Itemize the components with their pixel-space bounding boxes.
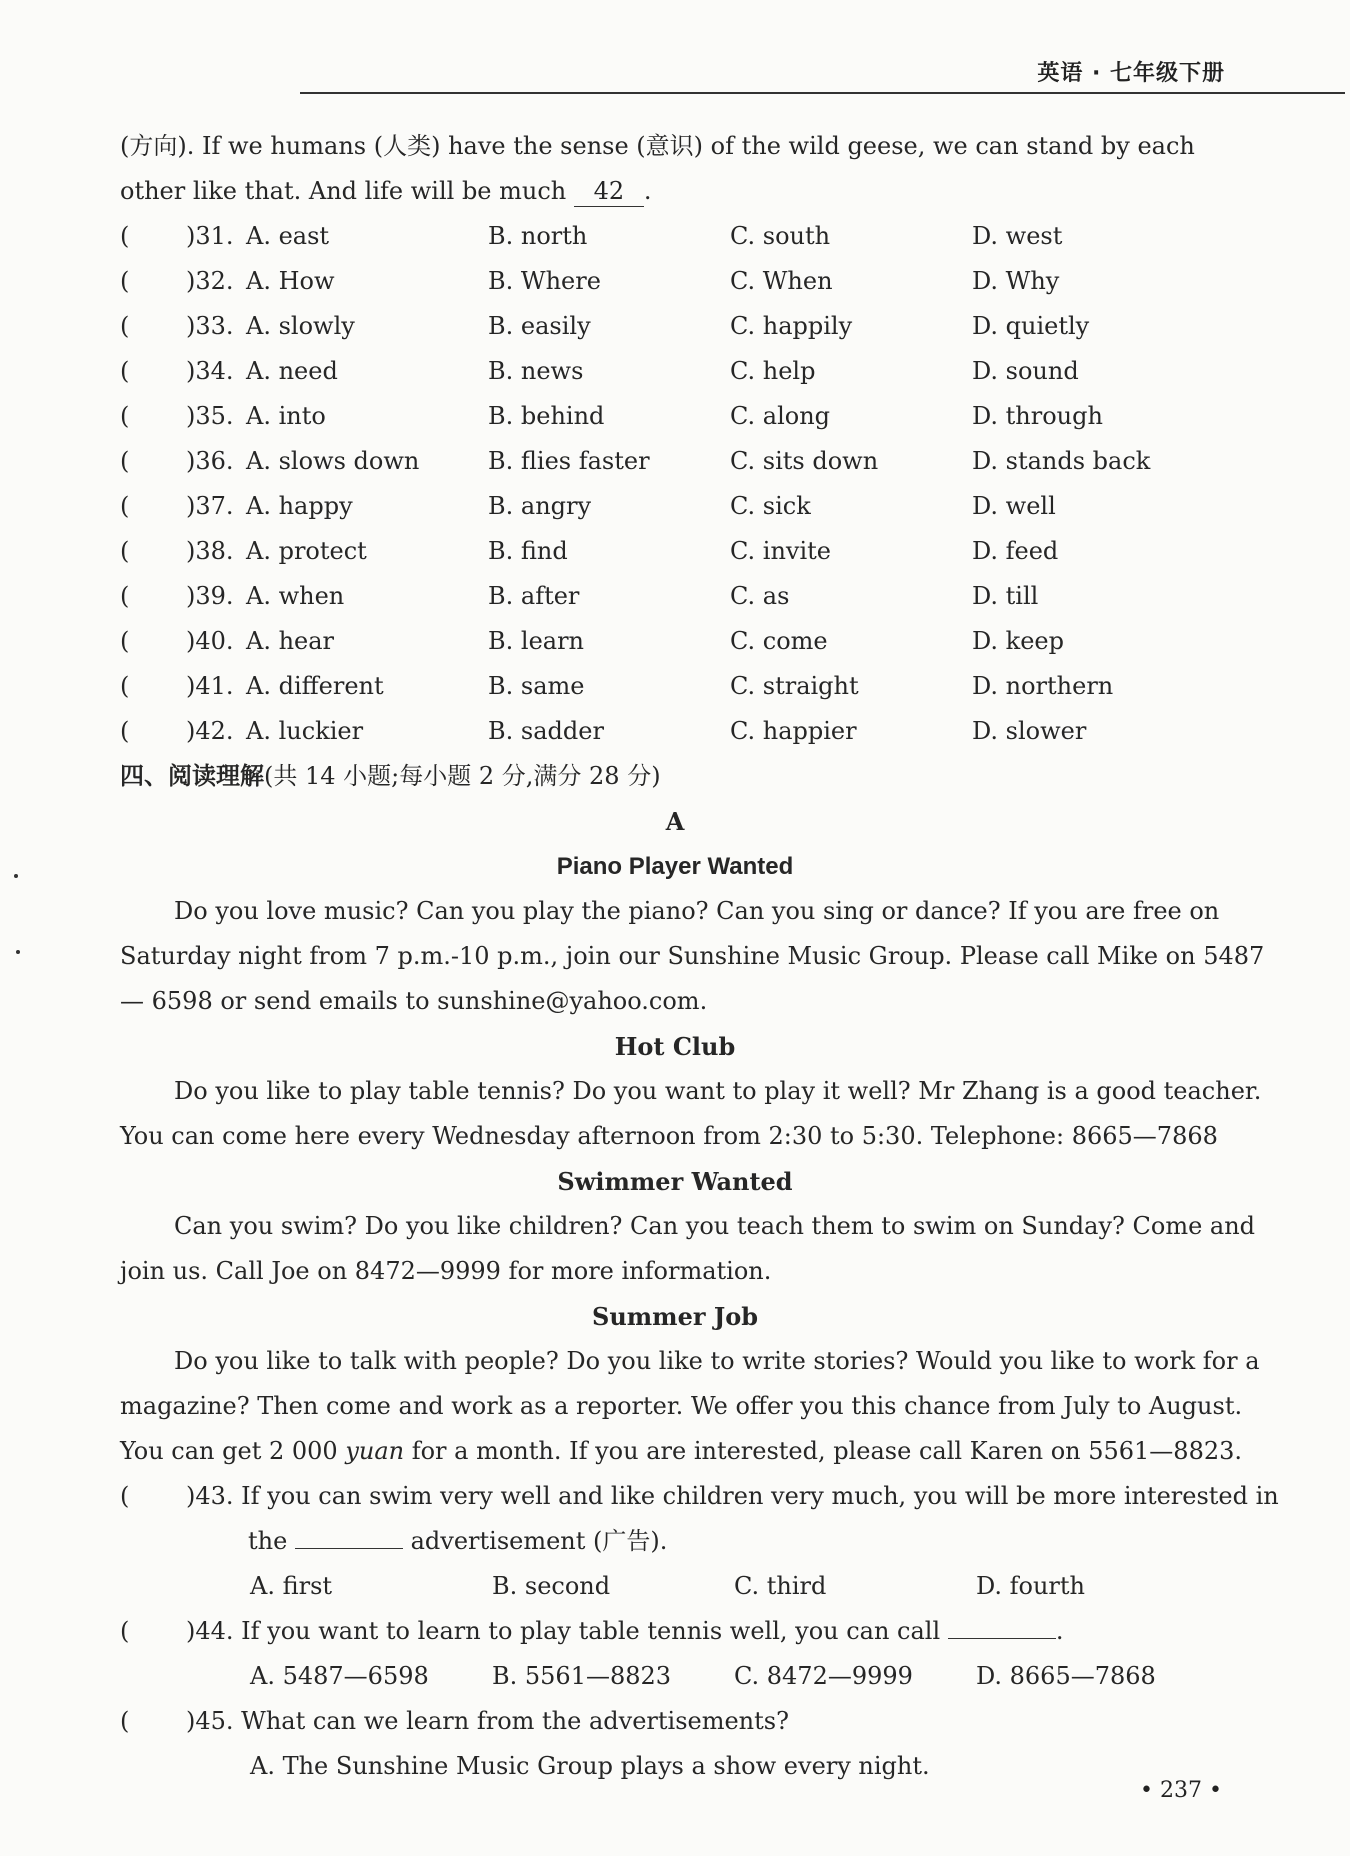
option-a: A. hear	[246, 627, 335, 655]
cloze-row	[120, 484, 1230, 529]
option-b: B. find	[488, 537, 568, 565]
intro-period: .	[643, 177, 652, 205]
intro-text: other like that. And life will be much	[120, 177, 567, 205]
question-number: )33.	[186, 312, 234, 340]
option-b: B. behind	[488, 402, 605, 430]
section-4-heading	[120, 754, 1230, 799]
q43-text: If you can swim very well and like children very much, you will be more interested in	[241, 1482, 1279, 1510]
answer-blank	[948, 1612, 1056, 1639]
option-a: A. How	[246, 267, 335, 295]
blank-42: 42	[574, 176, 644, 207]
option-c: C. sick	[730, 492, 811, 520]
ad3-line-1: Can you swim? Do you like children? Can you teach them to swim on Sunday? Come and	[174, 1212, 1256, 1240]
ad4-yuan: yuan	[345, 1437, 405, 1465]
option-a: A. into	[246, 402, 326, 430]
answer-blank	[295, 1522, 403, 1549]
q44-number: )44.	[186, 1617, 234, 1645]
section-4-note: (共 14 小题;每小题 2 分,满分 28 分)	[264, 762, 661, 790]
cloze-row	[120, 394, 1230, 439]
option-d: D. till	[972, 582, 1039, 610]
question-number: )32.	[186, 267, 234, 295]
option-d: D. west	[972, 222, 1063, 250]
option-c: C. invite	[730, 537, 831, 565]
header-title: 英语 · 七年级下册	[1037, 61, 1225, 86]
option-d: D. through	[972, 402, 1103, 430]
option-b: B. north	[488, 222, 588, 250]
option-b: B. same	[488, 672, 585, 700]
option-a: A. when	[246, 582, 345, 610]
option-c: C. happily	[730, 312, 853, 340]
passage-letter: A	[665, 807, 685, 836]
question-number: )42.	[186, 717, 234, 745]
cloze-row	[120, 529, 1230, 574]
q43-option-d: D. fourth	[976, 1572, 1086, 1600]
ad4-line-1: Do you like to talk with people? Do you like to write stories? Would you like to work for a	[174, 1347, 1260, 1375]
ad2-line-1: Do you like to play table tennis? Do you want to play it well? Mr Zhang is a good teacher.	[174, 1077, 1262, 1105]
answer-paren: (	[120, 357, 130, 385]
cloze-row	[120, 349, 1230, 394]
option-d: D. sound	[972, 357, 1079, 385]
option-b: B. learn	[488, 627, 585, 655]
ad4-title: Summer Job	[592, 1302, 758, 1331]
q44-option-d: D. 8665—7868	[976, 1662, 1156, 1690]
ad3-title: Swimmer Wanted	[557, 1167, 793, 1196]
cloze-row	[120, 664, 1230, 709]
ad4-line-2: magazine? Then come and work as a reporter. We offer you this chance from July to August.	[120, 1392, 1243, 1420]
option-a: A. slows down	[246, 447, 420, 475]
option-b: B. sadder	[488, 717, 604, 745]
margin-mark	[16, 950, 20, 954]
question-number: )38.	[186, 537, 234, 565]
intro-line-2	[120, 169, 1230, 214]
cloze-row	[120, 214, 1230, 259]
answer-paren: (	[120, 672, 130, 700]
ad3-line-2: join us. Call Joe on 8472—9999 for more information.	[120, 1257, 772, 1285]
ad4-line-3	[120, 1429, 1243, 1474]
cloze-row	[120, 439, 1230, 484]
answer-paren: (	[120, 1617, 130, 1645]
answer-paren: (	[120, 312, 130, 340]
ad1-line-3: — 6598 or send emails to sunshine@yahoo.com.	[120, 987, 708, 1015]
question-number: )36.	[186, 447, 234, 475]
answer-paren: (	[120, 1482, 130, 1510]
option-a: A. luckier	[246, 717, 364, 745]
question-number: )35.	[186, 402, 234, 430]
q44-option-a: A. 5487—6598	[250, 1662, 429, 1690]
answer-paren: (	[120, 717, 130, 745]
option-d: D. feed	[972, 537, 1059, 565]
option-c: C. help	[730, 357, 816, 385]
option-d: D. well	[972, 492, 1056, 520]
question-45	[120, 1699, 1230, 1744]
ad2-line-2: You can come here every Wednesday afternoon from 2:30 to 5:30. Telephone: 8665—7868	[120, 1122, 1218, 1150]
q45-option-a: A. The Sunshine Music Group plays a show every night.	[250, 1752, 930, 1780]
option-d: D. quietly	[972, 312, 1090, 340]
answer-paren: (	[120, 447, 130, 475]
option-c: C. along	[730, 402, 831, 430]
option-b: B. news	[488, 357, 584, 385]
q43-option-b: B. second	[492, 1572, 611, 1600]
option-c: C. happier	[730, 717, 857, 745]
option-b: B. flies faster	[488, 447, 650, 475]
ad4-line-3-pre: You can get 2 000	[120, 1437, 346, 1465]
answer-paren: (	[120, 537, 130, 565]
option-a: A. different	[246, 672, 384, 700]
option-c: C. come	[730, 627, 828, 655]
q43-option-a: A. first	[250, 1572, 333, 1600]
question-44	[120, 1609, 1230, 1654]
q45-options	[120, 1744, 1230, 1789]
option-b: B. angry	[488, 492, 592, 520]
cloze-row	[120, 574, 1230, 619]
option-d: D. stands back	[972, 447, 1151, 475]
cloze-row	[120, 619, 1230, 664]
ad1-line-2: Saturday night from 7 p.m.-10 p.m., join our Sunshine Music Group. Please call Mike on 5487	[120, 942, 1265, 970]
q44-option-c: C. 8472—9999	[734, 1662, 913, 1690]
q43-pre: the	[248, 1527, 288, 1555]
answer-paren: (	[120, 222, 130, 250]
section-4-title: 四、阅读理解	[120, 762, 264, 790]
option-c: C. straight	[730, 672, 859, 700]
question-number: )39.	[186, 582, 234, 610]
option-a: A. protect	[246, 537, 367, 565]
q44-option-b: B. 5561—8823	[492, 1662, 672, 1690]
cloze-row	[120, 304, 1230, 349]
question-43	[120, 1474, 1279, 1519]
ad2-title: Hot Club	[614, 1032, 736, 1061]
answer-paren: (	[120, 492, 130, 520]
q44-text: If you want to learn to play table tennis well, you can call	[241, 1617, 941, 1645]
cloze-row	[120, 259, 1230, 304]
question-number: )41.	[186, 672, 234, 700]
question-number: )37.	[186, 492, 234, 520]
cloze-options	[120, 214, 1230, 754]
ad1-title: Piano Player Wanted	[556, 853, 794, 880]
cloze-row	[120, 709, 1230, 754]
option-b: B. easily	[488, 312, 591, 340]
page-content	[120, 124, 1279, 1789]
q45-text: What can we learn from the advertisements?	[241, 1707, 789, 1735]
ad4-line-3-post: for a month. If you are interested, please call Karen on 5561—8823.	[404, 1437, 1243, 1465]
answer-paren: (	[120, 402, 130, 430]
q44-period: .	[1055, 1617, 1064, 1645]
margin-mark	[14, 874, 18, 878]
option-c: C. as	[730, 582, 790, 610]
answer-paren: (	[120, 1707, 130, 1735]
q43-line-2	[120, 1519, 1230, 1564]
option-b: B. Where	[488, 267, 601, 295]
q43-number: )43.	[186, 1482, 234, 1510]
intro-line-1: (方向). If we humans (人类) have the sense (意识) of the wild geese, we can stand by each	[120, 132, 1195, 160]
q43-option-c: C. third	[734, 1572, 827, 1600]
q43-options	[120, 1564, 1230, 1609]
option-a: A. happy	[246, 492, 353, 520]
option-c: C. When	[730, 267, 833, 295]
q43-post: advertisement (广告).	[410, 1527, 668, 1555]
question-number: )40.	[186, 627, 234, 655]
option-a: A. east	[246, 222, 330, 250]
question-number: )31.	[186, 222, 234, 250]
option-b: B. after	[488, 582, 580, 610]
page-header	[300, 50, 1345, 94]
option-d: D. keep	[972, 627, 1064, 655]
option-d: D. slower	[972, 717, 1087, 745]
option-d: D. northern	[972, 672, 1114, 700]
q45-number: )45.	[186, 1707, 234, 1735]
answer-paren: (	[120, 627, 130, 655]
q44-options	[120, 1654, 1230, 1699]
option-a: A. slowly	[246, 312, 355, 340]
question-number: )34.	[186, 357, 234, 385]
page-number: • 237 •	[1140, 1778, 1222, 1803]
option-c: C. sits down	[730, 447, 879, 475]
ad1-line-1: Do you love music? Can you play the piano? Can you sing or dance? If you are free on	[174, 897, 1220, 925]
answer-paren: (	[120, 267, 130, 295]
option-c: C. south	[730, 222, 831, 250]
option-a: A. need	[246, 357, 338, 385]
option-d: D. Why	[972, 267, 1060, 295]
answer-paren: (	[120, 582, 130, 610]
